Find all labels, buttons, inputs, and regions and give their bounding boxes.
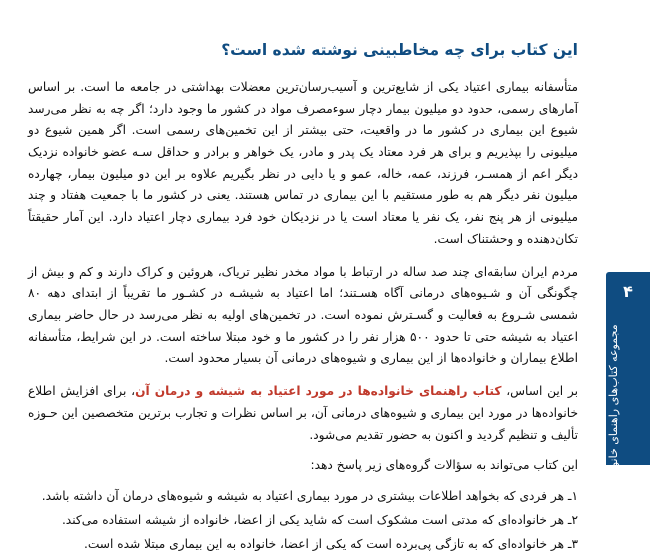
book-title-highlight: کتاب راهنمای خانواده‌ها در مورد اعتیاد به شیشه و درمان آن [135,384,502,399]
side-tab-label: مجموعه کتاب‌های راهنمای خانواده‌ها [607,324,620,490]
list-item: ۳ـ هر خانواده‌ای که به تازگی پی‌برده است که یکی از اعضا، خانواده به این بیماری مبتلا شده است. [83,536,578,551]
list-item: ۲ـ هر خانواده‌ای که مدتی است مشکوک است که شاید یکی از اعضا، خانواده از شیشه استفاده می‌کند. [61,512,578,527]
list-item: ۱ـ هر فردی که بخواهد اطلاعات بیشتری در مورد بیماری اعتیاد به شیشه و شیوه‌های درمان آن داشته باشد. [41,489,578,504]
highlight-prefix: بر این اساس، [501,384,579,399]
page-number: ۴ [623,282,633,301]
paragraph-highlighted [28,381,578,446]
side-tab-block [606,272,650,490]
highlight-suffix: ، برای افزایش اطلاع خانواده‌ها در مورد این بیماری و شیوه‌های درمانی آن، بر اساس نظرات و تجارب برترین متخصصین این حـوزه تألیف و تنظیم گردید و اکنون به حضور تقدیم می‌شود. [28,384,578,442]
page-side-tab [606,0,650,490]
list-intro: این کتاب می‌تواند به سؤالات گروه‌های زیر پاسخ دهد: [310,458,578,473]
paragraph-1: متأسفانه بیماری اعتیاد یکی از شایع‌ترین و آسیب‌رسان‌ترین معضلات بهداشتی در جامعه ما است. بر اساس آمارهای رسمی، حدود دو میلیون بیمار دچار سوءمصرف مواد در کشور ما وجود دارد؛ اگر چه به نظر می‌رسد شیوع این بیماری در کشور ما در واقعیت، حتی بیشتر از این تخمین‌های رسمی است. اگر همین شیوع دو میلیونی را بپذیریم و برای هر فرد معتاد یک پدر و مادر، یک خواهر و برادر و حداقل سـه عضو خانواده نزدیک دیگر اعم از همسـر، فرزند، عمه، خاله، عمو و یا دایی در نظر بگیریم علاوه بر این دو میلیون بیمار، چهارده میلیون نفر دیگر هم به طور مستقیم با این بیماری در تماس هستند. یعنی در کشور ما با جمعیت هفتاد و چند میلیونی از هر پنج نفر، یک نفر یا معتاد است یا در نزدیکان خود فرد بیماری دچار اعتیاد دارد. این آمار حقیقتاً تکان‌دهنده و وحشتناک است. [28,79,578,246]
paragraph-2: مردم ایران سابقه‌ای چند صد ساله در ارتباط با مواد مخدر نظیر تریاک، هروئین و کراک دارند و کم و بیش از چگونگی آن و شـیوه‌های درمانی آگاه هسـتند؛ اما اعتیاد به شیشـه در کشـور ما تقریباً از ابتدای دهه ۸۰ شمسی شـروع به فعالیت و گسـترش نموده است. در تخمین‌های اولیه به نظر می‌رسد در حال حاضر بیماری اعتیاد به شیشه حتی تا حدود ۵۰۰ هزار نفر را در کشور ما و خود مبتلا ساخته است. در این شرایط، متأسفانه اطلاع بیماران و خانواده‌ها از این بیماری و شیوه‌های درمانی آن بسیار محدود است. [28,264,578,366]
page-title: این کتاب برای چه مخاطبینی نوشته شده است؟ [221,41,578,59]
question-list [28,486,578,556]
